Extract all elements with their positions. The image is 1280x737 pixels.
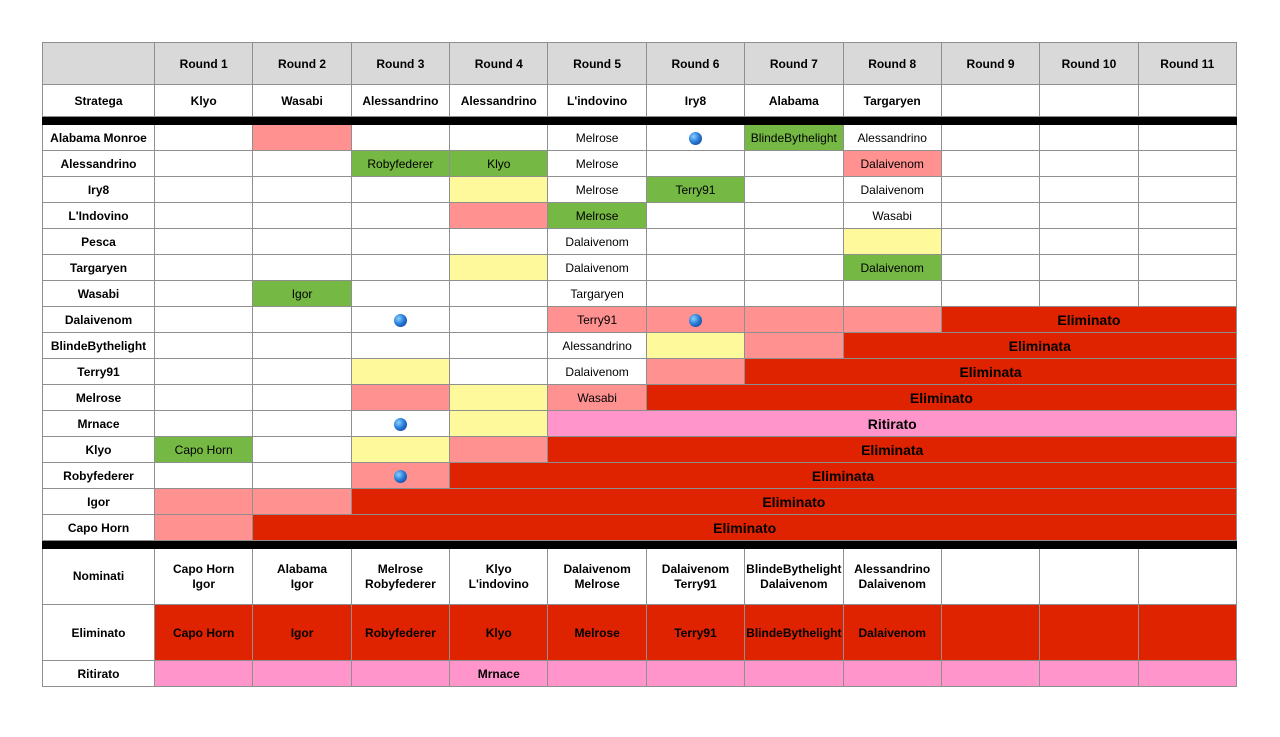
eliminato-cell: Igor	[253, 605, 351, 661]
round-cell	[253, 151, 351, 177]
ritirato-cell	[745, 661, 843, 687]
round-cell	[646, 255, 744, 281]
cell-line: Melrose	[377, 561, 424, 576]
ritirato-cell	[646, 661, 744, 687]
round-cell: Melrose	[548, 203, 646, 229]
round-header: Round 1	[155, 43, 253, 85]
stratega-cell	[941, 85, 1039, 117]
round-cell	[450, 177, 548, 203]
ritirato-cell	[941, 661, 1039, 687]
round-cell: Wasabi	[548, 385, 646, 411]
round-cell	[253, 333, 351, 359]
round-cell	[745, 151, 843, 177]
status-span: Ritirato	[548, 411, 1237, 437]
round-cell	[253, 203, 351, 229]
cell-line: Melrose	[574, 576, 620, 591]
round-header: Round 2	[253, 43, 351, 85]
round-cell	[1040, 229, 1138, 255]
round-cell	[646, 229, 744, 255]
eliminato-cell: Dalaivenom	[843, 605, 941, 661]
stratega-cell	[1040, 85, 1138, 117]
round-cell	[450, 411, 548, 437]
player-row	[43, 333, 1237, 359]
separator	[43, 541, 1237, 549]
round-cell	[745, 307, 843, 333]
stratega-cell: L'indovino	[548, 85, 646, 117]
status-span: Eliminato	[646, 385, 1236, 411]
eliminato-row	[43, 605, 1237, 661]
player-row	[43, 255, 1237, 281]
round-cell	[351, 463, 449, 489]
status-span: Eliminata	[843, 333, 1236, 359]
nominati-cell	[745, 549, 843, 605]
stratega-cell: Klyo	[155, 85, 253, 117]
player-name: Capo Horn	[43, 515, 155, 541]
stratega-cell: Targaryen	[843, 85, 941, 117]
player-name: Melrose	[43, 385, 155, 411]
round-header: Round 8	[843, 43, 941, 85]
eliminato-cell	[1138, 605, 1236, 661]
round-cell	[155, 515, 253, 541]
ritirato-cell	[548, 661, 646, 687]
stratega-cell: Iry8	[646, 85, 744, 117]
round-cell	[1138, 125, 1236, 151]
stratega-label: Stratega	[43, 85, 155, 117]
status-span: Eliminato	[351, 489, 1236, 515]
nominati-cell	[1138, 549, 1236, 605]
ritirato-cell: Mrnace	[450, 661, 548, 687]
round-cell	[941, 177, 1039, 203]
round-cell: Terry91	[646, 177, 744, 203]
round-cell	[253, 411, 351, 437]
round-header: Round 10	[1040, 43, 1138, 85]
round-cell	[253, 255, 351, 281]
round-cell	[745, 203, 843, 229]
status-span: Eliminato	[253, 515, 1237, 541]
round-cell	[1040, 177, 1138, 203]
cell-line: Dalaivenom	[858, 576, 926, 591]
cell-line: Igor	[290, 576, 314, 591]
header-row	[43, 43, 1237, 85]
round-cell	[253, 177, 351, 203]
round-header: Round 11	[1138, 43, 1236, 85]
round-cell	[351, 125, 449, 151]
round-cell	[1138, 229, 1236, 255]
round-cell	[351, 281, 449, 307]
round-cell	[253, 125, 351, 151]
eliminato-cell: Terry91	[646, 605, 744, 661]
nominati-cell	[253, 549, 351, 605]
cell-line: Klyo	[485, 561, 512, 576]
player-name: L'Indovino	[43, 203, 155, 229]
round-cell: Igor	[253, 281, 351, 307]
player-row	[43, 385, 1237, 411]
player-name: Alabama Monroe	[43, 125, 155, 151]
status-span: Eliminata	[745, 359, 1237, 385]
round-cell	[941, 281, 1039, 307]
round-cell	[351, 229, 449, 255]
round-cell: Dalaivenom	[843, 151, 941, 177]
round-cell	[450, 333, 548, 359]
cell-line: Igor	[192, 576, 216, 591]
player-row	[43, 489, 1237, 515]
stratega-cell: Alessandrino	[450, 85, 548, 117]
stratega-cell	[1138, 85, 1236, 117]
round-cell: Dalaivenom	[843, 177, 941, 203]
round-cell	[253, 229, 351, 255]
round-cell	[941, 203, 1039, 229]
round-cell	[1138, 203, 1236, 229]
round-cell	[351, 255, 449, 281]
round-cell	[646, 125, 744, 151]
round-cell	[1040, 281, 1138, 307]
table-body	[43, 43, 1237, 687]
status-span: Eliminata	[450, 463, 1237, 489]
round-cell	[1040, 151, 1138, 177]
round-cell	[253, 359, 351, 385]
blue-circle-icon	[394, 470, 407, 483]
round-cell	[155, 463, 253, 489]
round-cell	[351, 359, 449, 385]
player-row	[43, 281, 1237, 307]
eliminato-cell: Robyfederer	[351, 605, 449, 661]
player-row	[43, 229, 1237, 255]
round-cell	[941, 255, 1039, 281]
round-cell: Terry91	[548, 307, 646, 333]
ritirato-label: Ritirato	[43, 661, 155, 687]
nominati-label: Nominati	[43, 549, 155, 605]
cell-line: Alessandrino	[854, 561, 931, 576]
round-cell: Dalaivenom	[843, 255, 941, 281]
player-name: Dalaivenom	[43, 307, 155, 333]
round-cell: Melrose	[548, 151, 646, 177]
eliminato-label: Eliminato	[43, 605, 155, 661]
nominati-cell	[843, 549, 941, 605]
round-cell: Dalaivenom	[548, 359, 646, 385]
player-name: Alessandrino	[43, 151, 155, 177]
round-cell: Alessandrino	[548, 333, 646, 359]
round-cell	[351, 411, 449, 437]
nominati-cell	[1040, 549, 1138, 605]
round-cell: Dalaivenom	[548, 229, 646, 255]
round-cell	[843, 307, 941, 333]
round-cell: Wasabi	[843, 203, 941, 229]
round-cell	[155, 411, 253, 437]
blue-circle-icon	[689, 314, 702, 327]
round-cell: Capo Horn	[155, 437, 253, 463]
player-row	[43, 515, 1237, 541]
round-cell	[155, 177, 253, 203]
round-cell	[450, 203, 548, 229]
round-cell	[450, 307, 548, 333]
round-cell	[253, 437, 351, 463]
nominati-cell	[351, 549, 449, 605]
separator-row	[43, 541, 1237, 549]
round-cell	[1040, 203, 1138, 229]
round-cell	[351, 203, 449, 229]
round-cell	[351, 437, 449, 463]
nominati-cell	[450, 549, 548, 605]
eliminato-cell	[1040, 605, 1138, 661]
blue-circle-icon	[394, 314, 407, 327]
player-name: Robyfederer	[43, 463, 155, 489]
round-cell	[646, 203, 744, 229]
round-cell: Targaryen	[548, 281, 646, 307]
player-name: Mrnace	[43, 411, 155, 437]
round-header: Round 4	[450, 43, 548, 85]
ritirato-cell	[351, 661, 449, 687]
player-name: Pesca	[43, 229, 155, 255]
round-cell	[155, 125, 253, 151]
separator-row	[43, 117, 1237, 125]
player-row	[43, 151, 1237, 177]
status-span: Eliminata	[548, 437, 1237, 463]
player-name: Klyo	[43, 437, 155, 463]
player-row	[43, 203, 1237, 229]
player-name: BlindeBythelight	[43, 333, 155, 359]
eliminato-cell: BlindeBythelight	[745, 605, 843, 661]
round-cell	[253, 307, 351, 333]
nominati-cell	[548, 549, 646, 605]
player-row	[43, 125, 1237, 151]
game-table	[42, 42, 1237, 687]
round-cell	[450, 255, 548, 281]
round-cell	[1138, 177, 1236, 203]
player-row	[43, 411, 1237, 437]
player-name: Wasabi	[43, 281, 155, 307]
round-cell	[843, 281, 941, 307]
round-cell	[351, 177, 449, 203]
round-cell	[745, 229, 843, 255]
ritirato-cell	[253, 661, 351, 687]
cell-line: L'indovino	[468, 576, 529, 591]
round-cell: BlindeBythelight	[745, 125, 843, 151]
round-cell: Klyo	[450, 151, 548, 177]
cell-line: Dalaivenom	[563, 561, 631, 576]
round-cell	[646, 333, 744, 359]
round-cell	[351, 385, 449, 411]
round-header: Round 9	[941, 43, 1039, 85]
cell-line: Terry91	[674, 576, 717, 591]
round-cell	[1138, 255, 1236, 281]
round-cell	[253, 385, 351, 411]
round-cell	[1138, 151, 1236, 177]
round-cell: Robyfederer	[351, 151, 449, 177]
round-cell	[843, 229, 941, 255]
player-row	[43, 463, 1237, 489]
round-cell	[646, 307, 744, 333]
status-span: Eliminato	[941, 307, 1236, 333]
player-name: Igor	[43, 489, 155, 515]
round-cell: Melrose	[548, 177, 646, 203]
round-cell	[745, 177, 843, 203]
round-cell: Melrose	[548, 125, 646, 151]
round-cell	[1040, 255, 1138, 281]
player-name: Iry8	[43, 177, 155, 203]
round-header: Round 5	[548, 43, 646, 85]
ritirato-cell	[155, 661, 253, 687]
round-cell	[450, 385, 548, 411]
round-cell	[155, 385, 253, 411]
round-cell	[155, 229, 253, 255]
round-header: Round 3	[351, 43, 449, 85]
round-cell	[646, 359, 744, 385]
nominati-cell	[646, 549, 744, 605]
cell-line: BlindeBythelight	[746, 561, 842, 576]
round-cell	[155, 151, 253, 177]
ritirato-row	[43, 661, 1237, 687]
round-cell	[253, 463, 351, 489]
round-cell	[155, 255, 253, 281]
stratega-row	[43, 85, 1237, 117]
round-cell	[450, 229, 548, 255]
round-cell	[155, 203, 253, 229]
round-cell	[155, 489, 253, 515]
header-corner	[43, 43, 155, 85]
cell-line: Dalaivenom	[661, 561, 730, 576]
round-cell	[450, 281, 548, 307]
round-cell	[646, 281, 744, 307]
separator	[43, 117, 1237, 125]
round-cell	[450, 437, 548, 463]
ritirato-cell	[843, 661, 941, 687]
round-cell	[646, 151, 744, 177]
round-cell	[941, 125, 1039, 151]
round-cell	[155, 333, 253, 359]
eliminato-cell	[941, 605, 1039, 661]
round-cell: Dalaivenom	[548, 255, 646, 281]
blue-circle-icon	[394, 418, 407, 431]
round-cell	[1138, 281, 1236, 307]
stratega-cell: Wasabi	[253, 85, 351, 117]
player-row	[43, 437, 1237, 463]
player-name: Terry91	[43, 359, 155, 385]
eliminato-cell: Klyo	[450, 605, 548, 661]
cell-line: Robyfederer	[365, 576, 436, 591]
stratega-cell: Alabama	[745, 85, 843, 117]
round-cell	[745, 255, 843, 281]
player-row	[43, 307, 1237, 333]
eliminato-cell: Capo Horn	[155, 605, 253, 661]
player-row	[43, 359, 1237, 385]
nominati-cell	[941, 549, 1039, 605]
round-cell	[1040, 125, 1138, 151]
eliminato-cell: Melrose	[548, 605, 646, 661]
ritirato-cell	[1040, 661, 1138, 687]
ritirato-cell	[1138, 661, 1236, 687]
round-cell	[450, 359, 548, 385]
player-name: Targaryen	[43, 255, 155, 281]
round-cell	[155, 307, 253, 333]
round-cell	[941, 151, 1039, 177]
cell-line: Dalaivenom	[760, 576, 828, 591]
round-cell	[351, 333, 449, 359]
stratega-cell: Alessandrino	[351, 85, 449, 117]
round-cell	[155, 359, 253, 385]
round-cell	[745, 333, 843, 359]
round-cell	[351, 307, 449, 333]
round-cell	[253, 489, 351, 515]
cell-line: Alabama	[277, 561, 328, 576]
nominati-cell	[155, 549, 253, 605]
round-cell: Alessandrino	[843, 125, 941, 151]
nominati-row	[43, 549, 1237, 605]
round-cell	[745, 281, 843, 307]
player-row	[43, 177, 1237, 203]
round-header: Round 6	[646, 43, 744, 85]
blue-circle-icon	[689, 132, 702, 145]
round-cell	[941, 229, 1039, 255]
round-header: Round 7	[745, 43, 843, 85]
cell-line: Capo Horn	[173, 561, 235, 576]
round-cell	[450, 125, 548, 151]
round-cell	[155, 281, 253, 307]
